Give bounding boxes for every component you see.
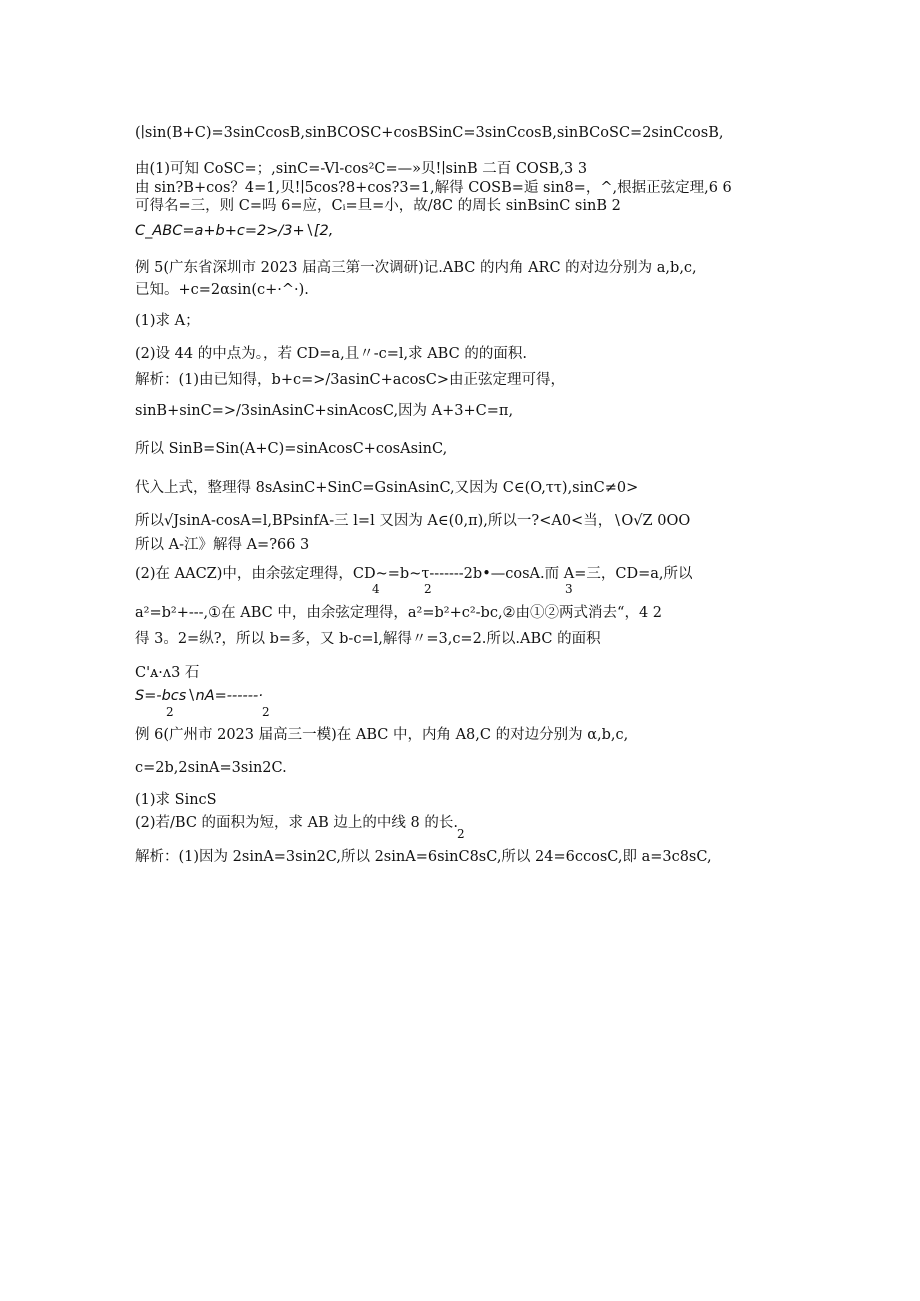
text-line: (∣sin(B+C)=3sinCcosB,sinBCOSC+cosBSinC=3sinCcosB,sinBCoSC=2sinCcosB, xyxy=(135,125,724,141)
text-line: C'ᴀ·ᴧ3 石 xyxy=(135,665,200,681)
subscript-digit: 2 xyxy=(262,705,270,719)
text-line: 例 5(广东省深圳市 2023 届高三第一次调研)记.ABC 的内角 ARC 的对边分别为 a,b,c, xyxy=(135,260,697,276)
text-line: a²=b²+---,①在 ABC 中，由余弦定理得，a²=b²+c²-bc,②由①②两式消去“，4 2 xyxy=(135,605,663,621)
text-line: 解析：(1)因为 2sinA=3sin2C,所以 2sinA=6sinC8sC,所以 24=6ccosC,即 a=3c8sC, xyxy=(135,849,712,865)
text-line: 所以 A-江》解得 A=?66 3 xyxy=(135,537,310,553)
text-line: S=-bcs∖nA=------· xyxy=(135,688,263,704)
text-line: c=2b,2sinA=3sin2C. xyxy=(135,760,287,776)
text-line: (2)设 44 的中点为。，若 CD=a,且〃-c=l,求 ABC 的的面积. xyxy=(135,346,527,362)
text-line: (1)求 A； xyxy=(135,313,200,329)
text-line: 所以√JsinA-cosA=l,BPsinfA-三 l=l 又因为 A∈(0,π),所以一?<A0<当，∖O√Z 0OO xyxy=(135,513,691,529)
text-line: 解析：(1)由已知得，b+c=>/3asinC+acosC>由正弦定理可得， xyxy=(135,372,565,388)
text-line: 由 sin?B+cos？4=1,贝!∣5cos?8+cos?3=1,解得 COSB=逅 sin8=，^,根据正弦定理,6 6 xyxy=(135,180,732,196)
text-line: (2)在 AACZ)中，由余弦定理得，CD~=b~τ-------2b•—cosA.而 A=三，CD=a,所以 xyxy=(135,566,693,582)
text-line: sinB+sinC=>/3sinAsinC+sinAcosC,因为 A+3+C=π, xyxy=(135,403,514,419)
subscript-digit: 3 xyxy=(565,582,573,596)
text-line: 得 3。2=纵?，所以 b=多，又 b-c=l,解得〃=3,c=2.所以.ABC 的面积 xyxy=(135,631,601,647)
text-line: 所以 SinB=Sin(A+C)=sinAcosC+cosAsinC, xyxy=(135,441,448,457)
text-line: (2)若/BC 的面积为短，求 AB 边上的中线 8 的长. xyxy=(135,815,458,831)
text-line: 例 6(广州市 2023 届高三一模)在 ABC 中，内角 A8,C 的对边分别为 α,b,c, xyxy=(135,727,629,743)
text-line: C_ABC=a+b+c=2>/3+∖[2, xyxy=(135,223,334,239)
text-line: 已知。+c=2αsin(c+·^·). xyxy=(135,282,309,298)
subscript-digit: 2 xyxy=(457,827,465,841)
text-line: (1)求 SincS xyxy=(135,792,217,808)
text-line: 代入上式，整理得 8sAsinC+SinC=GsinAsinC,又因为 C∈(O,ττ),sinC≠0> xyxy=(135,480,639,496)
subscript-digit: 2 xyxy=(424,582,432,596)
text-line: 由(1)可知 CoSC=；,sinC=-Vl-cos²C=—»贝!∣sinB 二百 COSB,3 3 xyxy=(135,161,588,177)
subscript-digit: 4 xyxy=(372,582,380,596)
text-line: 可得名=三，则 C=吗 6=应，Cᵢ=旦=小，故/8C 的周长 sinBsinC sinB 2 xyxy=(135,198,621,214)
subscript-digit: 2 xyxy=(166,705,174,719)
